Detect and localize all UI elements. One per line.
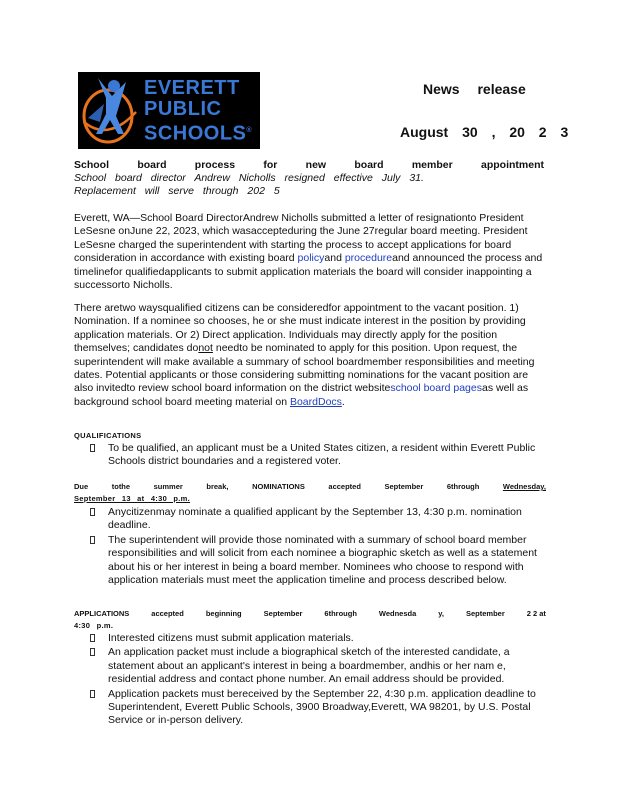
subheadline: School board director Andrew Nicholls resigned effective July 31. Replacement will serve through 202 5: [74, 172, 424, 197]
checkbox-bullet-icon: [90, 690, 95, 698]
list-item: Interested citizens must submit application materials.: [86, 632, 546, 645]
process-paragraph: There aretwo waysqualified citizens can be consideredfor appointment to the vacant position. 1) Nomination. If a nominee so chooses, he or she must indicate interest in the position by providing application materials. Or 2) Direct application. Individuals may directly apply for the position themselves; candidates donot needto be nominated to apply for this position. Upon request, the superintendent will make available a summary of school boardmember responsibilities and meeting dates. Potential applicants or those considering submitting nominations for the vacant position are also invitedto review school board information on the district websiteschool board pagesas well as background school board meeting material on BoardDocs.: [74, 302, 535, 408]
board-policy-link[interactable]: policy: [297, 252, 325, 265]
news-release-label: News release: [423, 81, 526, 97]
nominations-deadline: September 13 at 4:30 p.m.: [74, 494, 191, 503]
checkbox-bullet-icon: [90, 508, 95, 516]
applications-deadline: 4:30 p.m.: [74, 621, 114, 630]
checkbox-bullet-icon: [90, 634, 95, 642]
board-procedure-link[interactable]: procedure: [344, 252, 393, 265]
qualifications-list: [86, 442, 546, 470]
applications-list: [86, 632, 546, 729]
school-board-pages-link[interactable]: school board pages: [390, 382, 482, 395]
list-item: An application packet must include a biographical sketch of the interested candidate, a statement about an applicant's interest in being a boardmember, andhis or her nam e, residential address and contact phone number. An email address should be provided.: [86, 646, 546, 686]
list-item: To be qualified, an applicant must be a United States citizen, a resident within Everett Public Schools district boundaries and a registered voter.: [86, 442, 546, 469]
list-item: Anycitizenmay nominate a qualified applicant by the September 13, 4:30 p.m. nomination deadline.: [86, 506, 546, 533]
nominations-heading: Due tothe summer break, NOMINATIONS accepted September 6through Wednesday,: [74, 482, 546, 491]
district-logo: [78, 72, 260, 149]
reaching-figure-icon: [78, 72, 148, 149]
intro-paragraph: Everett, WA—School Board DirectorAndrew Nicholls submitted a letter of resignationto President LeSesne onJune 22, 2023, which wasaccepteduring the June 27regular board meeting. President LeSesne charged the superintendent with starting the process to accept applications for board consideration in accordance with existing board policyand procedureand announced the process and timelinefor qualifiedapplicants to submit application materials the board will consider inappointing a successorto Nicholls.: [74, 212, 543, 292]
applications-heading: APPLICATIONS accepted beginning September 6through Wednesda y, September 2 2 at: [74, 609, 546, 618]
checkbox-bullet-icon: [90, 444, 95, 452]
qualifications-heading: QUALIFICATIONS: [74, 431, 142, 440]
headline: School board process for new board member appointment: [74, 159, 544, 171]
release-date: August 30 , 20 2 3: [400, 124, 569, 140]
list-item: Application packets must bereceived by the September 22, 4:30 p.m. application deadline to Superintendent, Everett Public Schools, 3900 Broadway,Everett, WA 98201, by U.S. Postal Service or in-person delivery.: [86, 688, 546, 728]
logo-wordmark: EVERETT PUBLIC SCHOOLS®: [144, 77, 253, 145]
checkbox-bullet-icon: [90, 536, 95, 544]
checkbox-bullet-icon: [90, 648, 95, 656]
boarddocs-link[interactable]: BoardDocs: [289, 395, 342, 408]
nominations-list: [86, 506, 546, 588]
list-item: The superintendent will provide those nominated with a summary of school board member responsibilities and will solicit from each nominee a biographic sketch as well as a statement about his or her interest in being a board member. Nominees who choose to respond with application materials must meet the application timeline and process described below.: [86, 534, 546, 588]
